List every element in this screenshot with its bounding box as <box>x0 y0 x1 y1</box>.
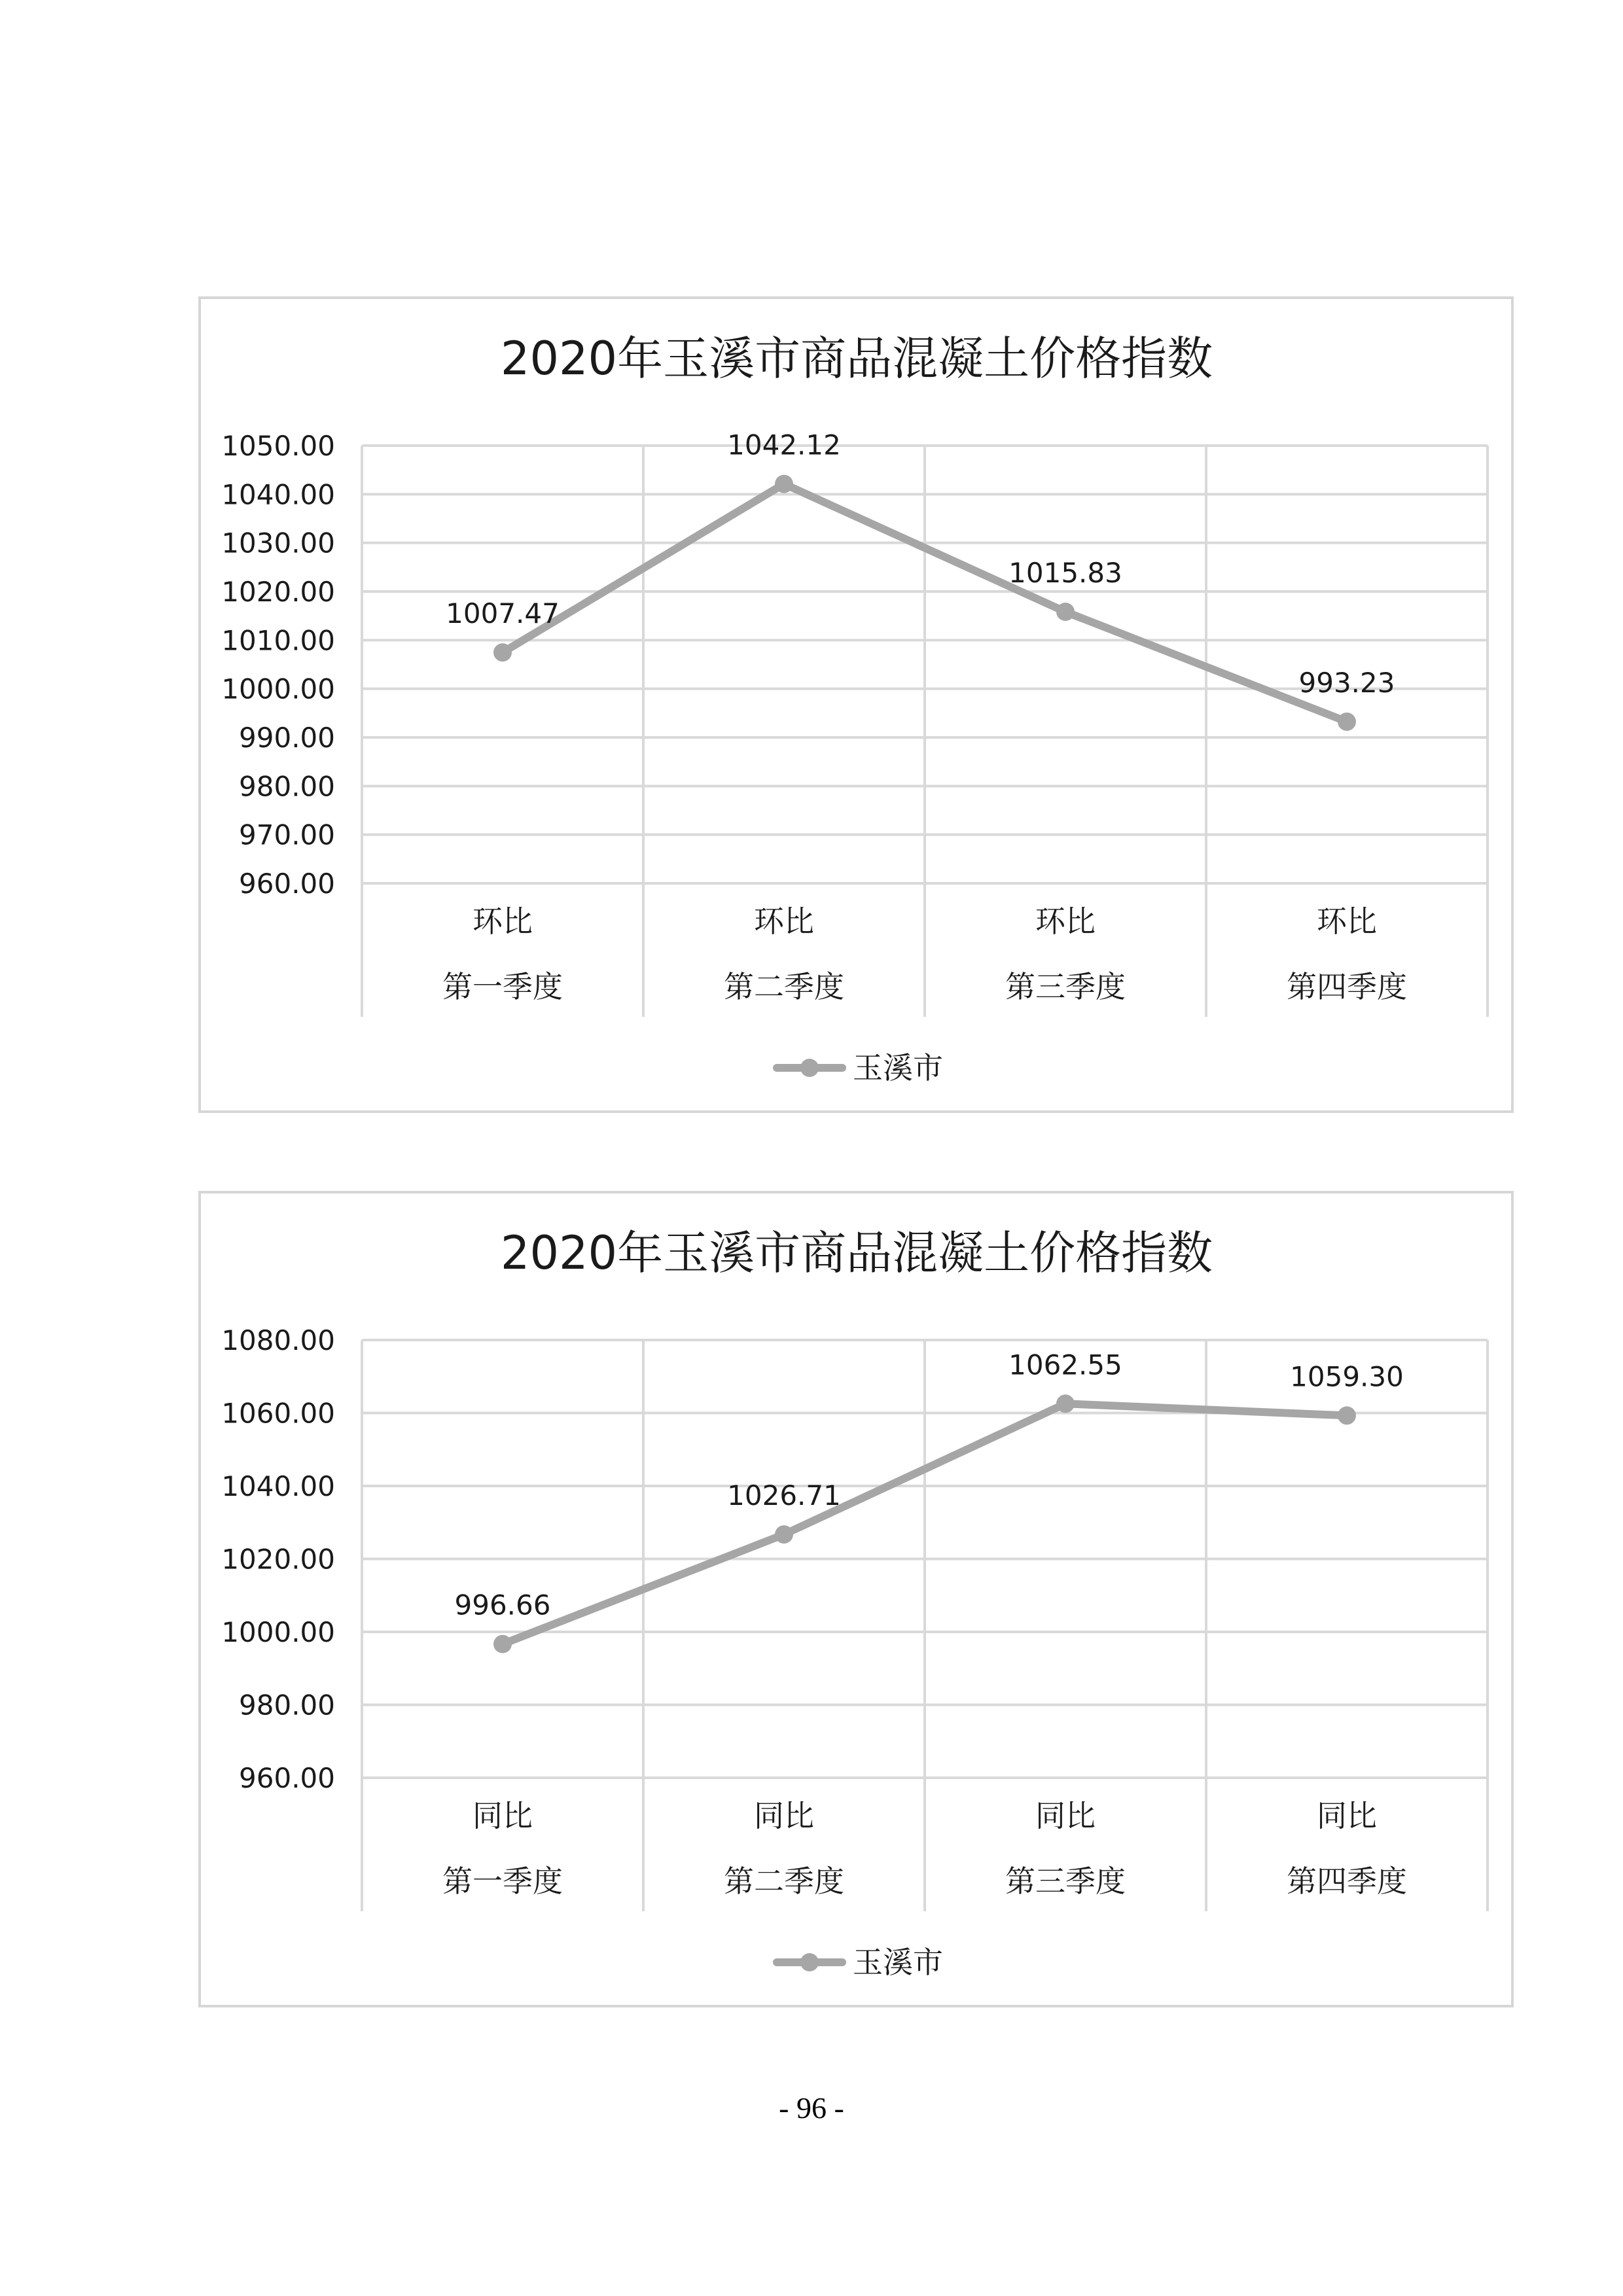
data-point <box>1338 1406 1356 1424</box>
x-tick-label: 第二季度 <box>724 1863 844 1899</box>
data-label: 1042.12 <box>727 429 841 461</box>
x-tick-label: 环比 <box>473 904 533 939</box>
y-tick-label: 960.00 <box>239 868 335 900</box>
data-label: 1015.83 <box>1008 556 1122 589</box>
chart-title: 2020年玉溪市商品混凝土价格指数 <box>500 332 1213 385</box>
x-tick-label: 环比 <box>754 904 814 939</box>
x-tick-label: 第一季度 <box>442 969 563 1004</box>
x-tick-label: 同比 <box>1035 1798 1096 1833</box>
y-tick-label: 980.00 <box>239 770 335 803</box>
data-label: 1026.71 <box>727 1479 841 1512</box>
x-tick-label: 第二季度 <box>724 969 844 1004</box>
x-tick-label: 同比 <box>1317 1798 1377 1833</box>
y-tick-label: 960.00 <box>239 1762 335 1794</box>
x-tick-label: 同比 <box>473 1798 533 1833</box>
chart-year-on-year <box>198 1191 1514 2007</box>
data-point <box>493 1635 512 1653</box>
data-label: 993.23 <box>1298 666 1395 699</box>
y-tick-label: 1030.00 <box>221 527 335 559</box>
legend-label: 玉溪市 <box>853 1945 943 1980</box>
x-tick-label: 第三季度 <box>1005 969 1126 1004</box>
data-label: 996.66 <box>454 1589 551 1621</box>
legend-label: 玉溪市 <box>853 1050 943 1086</box>
y-tick-label: 1050.00 <box>221 430 335 462</box>
data-label: 1059.30 <box>1290 1360 1404 1393</box>
chart-ring-ratio <box>198 296 1514 1113</box>
y-tick-label: 970.00 <box>239 819 335 851</box>
y-tick-label: 1040.00 <box>221 478 335 511</box>
y-tick-label: 1040.00 <box>221 1470 335 1502</box>
chart-title: 2020年玉溪市商品混凝土价格指数 <box>500 1226 1213 1280</box>
data-point <box>1056 603 1075 621</box>
data-point <box>775 475 793 493</box>
x-tick-label: 第四季度 <box>1287 969 1407 1004</box>
x-tick-label: 第一季度 <box>442 1863 563 1899</box>
y-tick-label: 1020.00 <box>221 1543 335 1576</box>
legend-marker <box>800 1059 819 1077</box>
chart-svg <box>201 299 1511 1110</box>
y-tick-label: 990.00 <box>239 722 335 754</box>
x-tick-label: 环比 <box>1035 904 1096 939</box>
legend-marker <box>800 1953 819 1971</box>
data-label: 1062.55 <box>1008 1349 1122 1381</box>
y-tick-label: 1060.00 <box>221 1397 335 1430</box>
y-tick-label: 1010.00 <box>221 624 335 657</box>
y-tick-label: 1000.00 <box>221 1616 335 1648</box>
data-point <box>775 1525 793 1544</box>
x-tick-label: 第三季度 <box>1005 1863 1126 1899</box>
x-tick-label: 第四季度 <box>1287 1863 1407 1899</box>
page-number: - 96 - <box>779 2091 844 2125</box>
data-label: 1007.47 <box>446 597 560 630</box>
data-point <box>1056 1394 1075 1413</box>
y-tick-label: 1000.00 <box>221 673 335 705</box>
data-point <box>1338 713 1356 731</box>
chart-svg <box>201 1193 1511 2005</box>
y-tick-label: 980.00 <box>239 1689 335 1722</box>
y-tick-label: 1080.00 <box>221 1324 335 1356</box>
x-tick-label: 同比 <box>754 1798 814 1833</box>
data-point <box>493 643 512 662</box>
x-tick-label: 环比 <box>1317 904 1377 939</box>
y-tick-label: 1020.00 <box>221 576 335 608</box>
